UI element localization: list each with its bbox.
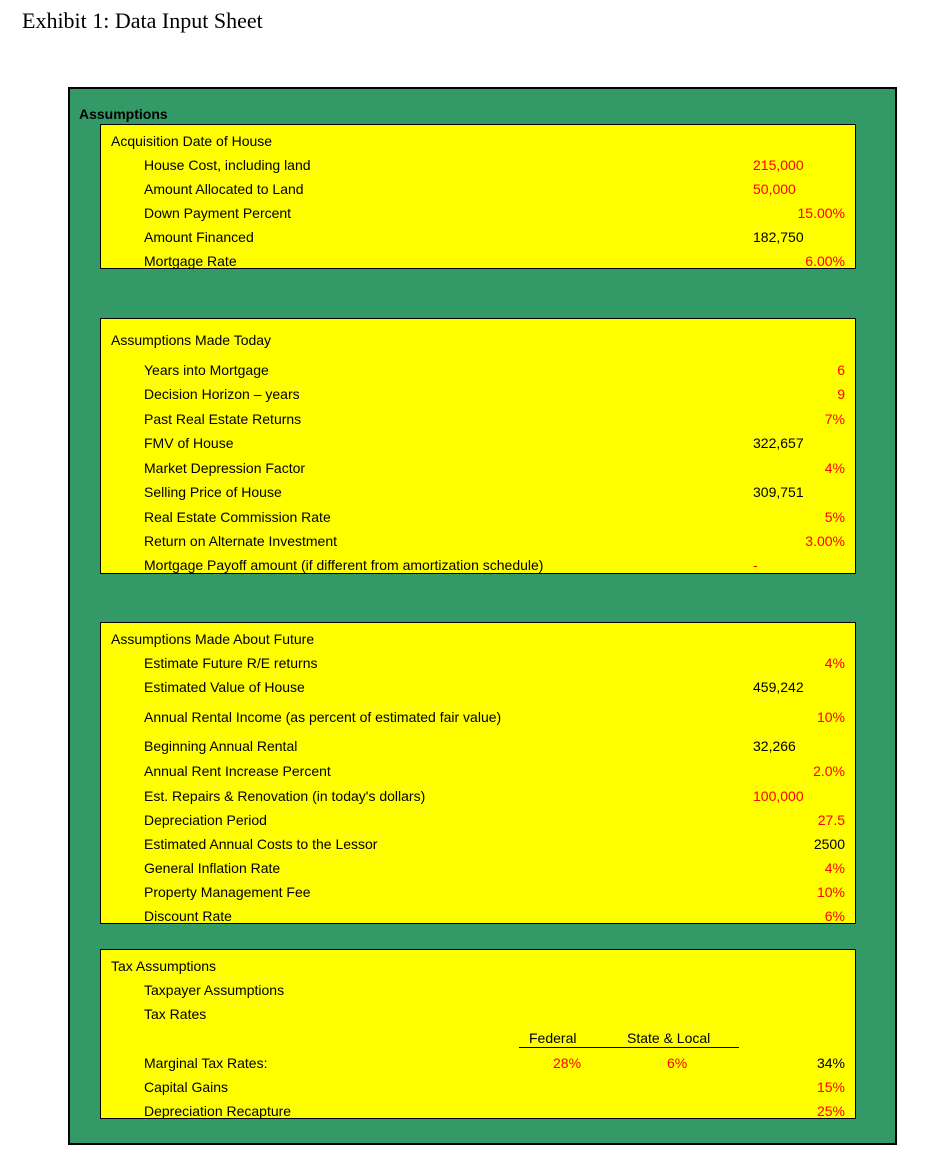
today-section: [100, 318, 856, 574]
column-header-underline: [519, 1047, 739, 1048]
row-label: Annual Rent Increase Percent: [144, 763, 331, 779]
row-label: Estimate Future R/E returns: [144, 655, 318, 671]
computed-value: 322,657: [753, 435, 804, 451]
combined-rate: 34%: [816, 1055, 845, 1071]
input-value[interactable]: 10%: [816, 884, 845, 900]
computed-value: 459,242: [753, 679, 804, 695]
row-label: Years into Mortgage: [144, 362, 269, 378]
taxpayer-assumptions-label: Taxpayer Assumptions: [144, 982, 285, 998]
input-value[interactable]: 7%: [824, 411, 845, 427]
computed-value: 182,750: [753, 229, 804, 245]
row-label: House Cost, including land: [144, 157, 311, 173]
input-value[interactable]: 3.00%: [805, 533, 845, 549]
input-value[interactable]: 6: [837, 362, 845, 378]
row-label: Down Payment Percent: [144, 205, 292, 221]
row-label: Decision Horizon – years: [144, 386, 300, 402]
acquisition-section: [100, 124, 856, 269]
state-rate[interactable]: 6%: [667, 1055, 688, 1071]
input-value[interactable]: 4%: [824, 860, 845, 876]
input-value[interactable]: 25%: [816, 1103, 845, 1119]
row-label: Selling Price of House: [144, 484, 282, 500]
input-value[interactable]: 4%: [824, 460, 845, 476]
row-label: Market Depression Factor: [144, 460, 306, 476]
input-value[interactable]: 2.0%: [813, 763, 845, 779]
row-label: Property Management Fee: [144, 884, 311, 900]
row-label: Est. Repairs & Renovation (in today's dollars): [144, 788, 426, 804]
tax-rates-label: Tax Rates: [144, 1006, 207, 1022]
row-label: Annual Rental Income (as percent of estimated fair value): [144, 709, 502, 725]
input-value[interactable]: 10%: [816, 709, 845, 725]
row-label: Capital Gains: [144, 1079, 229, 1095]
section-heading: Tax Assumptions: [111, 958, 217, 974]
input-value[interactable]: 5%: [824, 509, 845, 525]
input-value[interactable]: 50,000: [753, 181, 796, 197]
row-label: Discount Rate: [144, 908, 232, 924]
federal-rate[interactable]: 28%: [553, 1055, 582, 1071]
row-label: Amount Financed: [144, 229, 254, 245]
row-label: Mortgage Payoff amount (if different from amortization schedule): [144, 557, 544, 573]
future-section: [100, 622, 856, 924]
row-label: General Inflation Rate: [144, 860, 281, 876]
row-label: Return on Alternate Investment: [144, 533, 337, 549]
row-label: Depreciation Recapture: [144, 1103, 292, 1119]
input-value[interactable]: 215,000: [753, 157, 804, 173]
row-label: Past Real Estate Returns: [144, 411, 302, 427]
section-heading: Assumptions Made Today: [111, 332, 272, 348]
input-value[interactable]: 27.5: [817, 812, 845, 828]
row-label: Mortgage Rate: [144, 253, 237, 269]
row-label: Depreciation Period: [144, 812, 267, 828]
section-heading: Assumptions Made About Future: [111, 631, 315, 647]
input-value[interactable]: 4%: [824, 655, 845, 671]
computed-value: 32,266: [753, 738, 796, 754]
row-label: Real Estate Commission Rate: [144, 509, 331, 525]
federal-column-header: Federal: [529, 1030, 577, 1046]
row-label: Amount Allocated to Land: [144, 181, 304, 197]
assumptions-heading: Assumptions: [79, 106, 168, 122]
row-label: FMV of House: [144, 435, 234, 451]
input-value[interactable]: 15.00%: [797, 205, 845, 221]
tax-section: [100, 949, 856, 1119]
row-label: Estimated Value of House: [144, 679, 305, 695]
row-label: Estimated Annual Costs to the Lessor: [144, 836, 378, 852]
input-value[interactable]: 9: [837, 386, 845, 402]
row-label: Beginning Annual Rental: [144, 738, 298, 754]
page-title: Exhibit 1: Data Input Sheet: [22, 8, 263, 33]
computed-value: 2500: [813, 836, 845, 852]
row-label: Marginal Tax Rates:: [144, 1055, 268, 1071]
input-value[interactable]: 15%: [816, 1079, 845, 1095]
computed-value: 309,751: [753, 484, 804, 500]
section-heading: Acquisition Date of House: [111, 133, 273, 149]
input-value[interactable]: 6%: [824, 908, 845, 924]
input-value[interactable]: -: [753, 557, 758, 573]
input-value[interactable]: 6.00%: [805, 253, 845, 269]
state-local-column-header: State & Local: [627, 1030, 711, 1046]
input-value[interactable]: 100,000: [753, 788, 804, 804]
